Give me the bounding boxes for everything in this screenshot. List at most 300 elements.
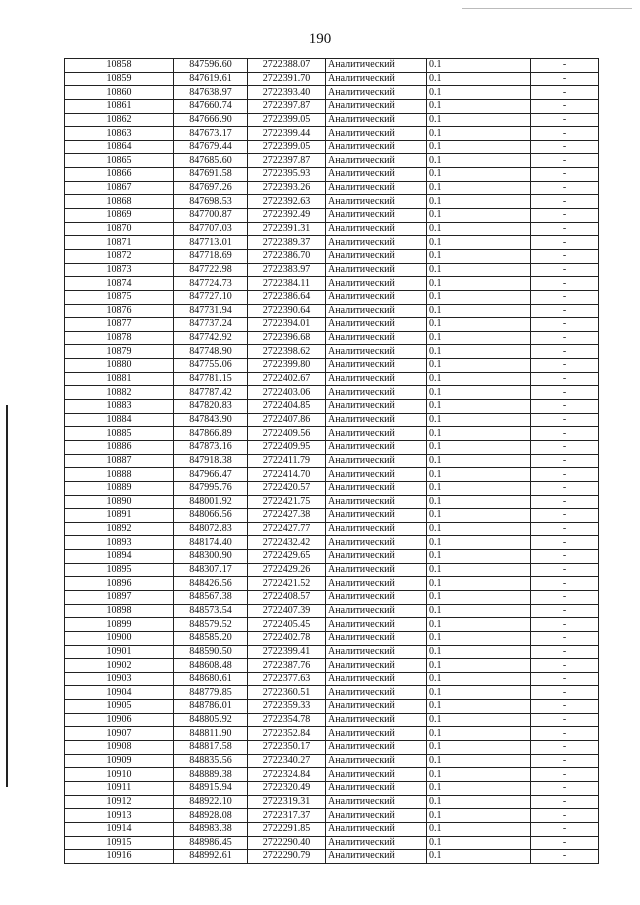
point-number-cell: 10904 <box>65 686 174 700</box>
note-cell: - <box>531 795 599 809</box>
method-cell: Аналитический <box>326 741 427 755</box>
note-cell: - <box>531 768 599 782</box>
y-coordinate-cell: 2722427.77 <box>248 522 326 536</box>
table-row <box>65 249 599 263</box>
note-cell: - <box>531 318 599 332</box>
table-row <box>65 713 599 727</box>
method-cell: Аналитический <box>326 386 427 400</box>
point-number-cell: 10886 <box>65 440 174 454</box>
note-cell: - <box>531 413 599 427</box>
x-coordinate-cell: 848608.48 <box>174 659 248 673</box>
table-row <box>65 113 599 127</box>
point-number-cell: 10877 <box>65 318 174 332</box>
accuracy-cell: 0.1 <box>427 727 531 741</box>
y-coordinate-cell: 2722429.26 <box>248 563 326 577</box>
x-coordinate-cell: 847722.98 <box>174 263 248 277</box>
table-row <box>65 263 599 277</box>
y-coordinate-cell: 2722383.97 <box>248 263 326 277</box>
table-row <box>65 645 599 659</box>
point-number-cell: 10884 <box>65 413 174 427</box>
table-row <box>65 700 599 714</box>
method-cell: Аналитический <box>326 181 427 195</box>
note-cell: - <box>531 563 599 577</box>
table-row <box>65 822 599 836</box>
table-row <box>65 359 599 373</box>
y-coordinate-cell: 2722409.56 <box>248 427 326 441</box>
y-coordinate-cell: 2722399.41 <box>248 645 326 659</box>
note-cell: - <box>531 249 599 263</box>
y-coordinate-cell: 2722291.85 <box>248 822 326 836</box>
y-coordinate-cell: 2722386.64 <box>248 290 326 304</box>
accuracy-cell: 0.1 <box>427 345 531 359</box>
point-number-cell: 10909 <box>65 754 174 768</box>
y-coordinate-cell: 2722290.40 <box>248 836 326 850</box>
table-row <box>65 563 599 577</box>
x-coordinate-cell: 847707.03 <box>174 222 248 236</box>
x-coordinate-cell: 848986.45 <box>174 836 248 850</box>
table-row <box>65 372 599 386</box>
method-cell: Аналитический <box>326 836 427 850</box>
accuracy-cell: 0.1 <box>427 59 531 73</box>
table-row <box>65 836 599 850</box>
point-number-cell: 10896 <box>65 577 174 591</box>
method-cell: Аналитический <box>326 781 427 795</box>
method-cell: Аналитический <box>326 304 427 318</box>
note-cell: - <box>531 781 599 795</box>
accuracy-cell: 0.1 <box>427 413 531 427</box>
accuracy-cell: 0.1 <box>427 809 531 823</box>
method-cell: Аналитический <box>326 754 427 768</box>
accuracy-cell: 0.1 <box>427 359 531 373</box>
x-coordinate-cell: 847724.73 <box>174 277 248 291</box>
note-cell: - <box>531 741 599 755</box>
point-number-cell: 10914 <box>65 822 174 836</box>
y-coordinate-cell: 2722429.65 <box>248 550 326 564</box>
point-number-cell: 10870 <box>65 222 174 236</box>
y-coordinate-cell: 2722388.07 <box>248 59 326 73</box>
note-cell: - <box>531 277 599 291</box>
x-coordinate-cell: 848805.92 <box>174 713 248 727</box>
note-cell: - <box>531 440 599 454</box>
y-coordinate-cell: 2722359.33 <box>248 700 326 714</box>
x-coordinate-cell: 848983.38 <box>174 822 248 836</box>
x-coordinate-cell: 847781.15 <box>174 372 248 386</box>
note-cell: - <box>531 222 599 236</box>
point-number-cell: 10885 <box>65 427 174 441</box>
method-cell: Аналитический <box>326 427 427 441</box>
y-coordinate-cell: 2722397.87 <box>248 154 326 168</box>
table-row <box>65 468 599 482</box>
table-row <box>65 86 599 100</box>
point-number-cell: 10899 <box>65 618 174 632</box>
accuracy-cell: 0.1 <box>427 713 531 727</box>
method-cell: Аналитический <box>326 700 427 714</box>
point-number-cell: 10882 <box>65 386 174 400</box>
point-number-cell: 10878 <box>65 331 174 345</box>
table-row <box>65 195 599 209</box>
table-row <box>65 154 599 168</box>
method-cell: Аналитический <box>326 822 427 836</box>
note-cell: - <box>531 836 599 850</box>
method-cell: Аналитический <box>326 604 427 618</box>
note-cell: - <box>531 400 599 414</box>
point-number-cell: 10889 <box>65 481 174 495</box>
point-number-cell: 10883 <box>65 400 174 414</box>
accuracy-cell: 0.1 <box>427 304 531 318</box>
y-coordinate-cell: 2722399.80 <box>248 359 326 373</box>
y-coordinate-cell: 2722427.38 <box>248 509 326 523</box>
point-number-cell: 10900 <box>65 631 174 645</box>
accuracy-cell: 0.1 <box>427 550 531 564</box>
note-cell: - <box>531 604 599 618</box>
point-number-cell: 10892 <box>65 522 174 536</box>
x-coordinate-cell: 848300.90 <box>174 550 248 564</box>
method-cell: Аналитический <box>326 550 427 564</box>
accuracy-cell: 0.1 <box>427 154 531 168</box>
accuracy-cell: 0.1 <box>427 236 531 250</box>
method-cell: Аналитический <box>326 72 427 86</box>
y-coordinate-cell: 2722399.44 <box>248 127 326 141</box>
table-row <box>65 768 599 782</box>
accuracy-cell: 0.1 <box>427 440 531 454</box>
method-cell: Аналитический <box>326 345 427 359</box>
table-row <box>65 427 599 441</box>
table-row <box>65 345 599 359</box>
accuracy-cell: 0.1 <box>427 99 531 113</box>
method-cell: Аналитический <box>326 563 427 577</box>
x-coordinate-cell: 847737.24 <box>174 318 248 332</box>
note-cell: - <box>531 359 599 373</box>
x-coordinate-cell: 848066.56 <box>174 509 248 523</box>
point-number-cell: 10874 <box>65 277 174 291</box>
point-number-cell: 10864 <box>65 140 174 154</box>
x-coordinate-cell: 847748.90 <box>174 345 248 359</box>
method-cell: Аналитический <box>326 318 427 332</box>
accuracy-cell: 0.1 <box>427 86 531 100</box>
method-cell: Аналитический <box>326 686 427 700</box>
y-coordinate-cell: 2722360.51 <box>248 686 326 700</box>
y-coordinate-cell: 2722411.79 <box>248 454 326 468</box>
y-coordinate-cell: 2722407.86 <box>248 413 326 427</box>
table-row <box>65 386 599 400</box>
x-coordinate-cell: 847596.60 <box>174 59 248 73</box>
coordinates-table <box>64 58 599 864</box>
y-coordinate-cell: 2722354.78 <box>248 713 326 727</box>
y-coordinate-cell: 2722389.37 <box>248 236 326 250</box>
x-coordinate-cell: 847700.87 <box>174 209 248 223</box>
table-row <box>65 222 599 236</box>
table-row <box>65 631 599 645</box>
y-coordinate-cell: 2722402.67 <box>248 372 326 386</box>
method-cell: Аналитический <box>326 127 427 141</box>
y-coordinate-cell: 2722407.39 <box>248 604 326 618</box>
point-number-cell: 10868 <box>65 195 174 209</box>
point-number-cell: 10915 <box>65 836 174 850</box>
accuracy-cell: 0.1 <box>427 741 531 755</box>
note-cell: - <box>531 509 599 523</box>
accuracy-cell: 0.1 <box>427 795 531 809</box>
x-coordinate-cell: 847713.01 <box>174 236 248 250</box>
x-coordinate-cell: 847918.38 <box>174 454 248 468</box>
method-cell: Аналитический <box>326 495 427 509</box>
y-coordinate-cell: 2722395.93 <box>248 168 326 182</box>
y-coordinate-cell: 2722414.70 <box>248 468 326 482</box>
x-coordinate-cell: 847691.58 <box>174 168 248 182</box>
accuracy-cell: 0.1 <box>427 631 531 645</box>
point-number-cell: 10873 <box>65 263 174 277</box>
table-row <box>65 659 599 673</box>
x-coordinate-cell: 847698.53 <box>174 195 248 209</box>
y-coordinate-cell: 2722421.52 <box>248 577 326 591</box>
y-coordinate-cell: 2722324.84 <box>248 768 326 782</box>
x-coordinate-cell: 848573.54 <box>174 604 248 618</box>
method-cell: Аналитический <box>326 331 427 345</box>
note-cell: - <box>531 427 599 441</box>
x-coordinate-cell: 848590.50 <box>174 645 248 659</box>
note-cell: - <box>531 672 599 686</box>
point-number-cell: 10862 <box>65 113 174 127</box>
note-cell: - <box>531 99 599 113</box>
accuracy-cell: 0.1 <box>427 604 531 618</box>
table-row <box>65 290 599 304</box>
point-number-cell: 10860 <box>65 86 174 100</box>
point-number-cell: 10880 <box>65 359 174 373</box>
note-cell: - <box>531 700 599 714</box>
table-row <box>65 550 599 564</box>
point-number-cell: 10869 <box>65 209 174 223</box>
point-number-cell: 10887 <box>65 454 174 468</box>
accuracy-cell: 0.1 <box>427 850 531 864</box>
method-cell: Аналитический <box>326 713 427 727</box>
accuracy-cell: 0.1 <box>427 590 531 604</box>
y-coordinate-cell: 2722386.70 <box>248 249 326 263</box>
point-number-cell: 10888 <box>65 468 174 482</box>
note-cell: - <box>531 86 599 100</box>
y-coordinate-cell: 2722377.63 <box>248 672 326 686</box>
method-cell: Аналитический <box>326 236 427 250</box>
accuracy-cell: 0.1 <box>427 481 531 495</box>
y-coordinate-cell: 2722340.27 <box>248 754 326 768</box>
y-coordinate-cell: 2722399.05 <box>248 140 326 154</box>
page-number: 190 <box>308 31 332 47</box>
point-number-cell: 10875 <box>65 290 174 304</box>
note-cell: - <box>531 127 599 141</box>
method-cell: Аналитический <box>326 113 427 127</box>
note-cell: - <box>531 686 599 700</box>
note-cell: - <box>531 72 599 86</box>
method-cell: Аналитический <box>326 727 427 741</box>
x-coordinate-cell: 848915.94 <box>174 781 248 795</box>
accuracy-cell: 0.1 <box>427 754 531 768</box>
x-coordinate-cell: 848307.17 <box>174 563 248 577</box>
note-cell: - <box>531 290 599 304</box>
point-number-cell: 10913 <box>65 809 174 823</box>
y-coordinate-cell: 2722394.01 <box>248 318 326 332</box>
method-cell: Аналитический <box>326 154 427 168</box>
x-coordinate-cell: 847966.47 <box>174 468 248 482</box>
x-coordinate-cell: 847742.92 <box>174 331 248 345</box>
method-cell: Аналитический <box>326 249 427 263</box>
point-number-cell: 10859 <box>65 72 174 86</box>
method-cell: Аналитический <box>326 359 427 373</box>
accuracy-cell: 0.1 <box>427 331 531 345</box>
y-coordinate-cell: 2722317.37 <box>248 809 326 823</box>
point-number-cell: 10908 <box>65 741 174 755</box>
note-cell: - <box>531 645 599 659</box>
method-cell: Аналитический <box>326 454 427 468</box>
point-number-cell: 10916 <box>65 850 174 864</box>
method-cell: Аналитический <box>326 618 427 632</box>
accuracy-cell: 0.1 <box>427 468 531 482</box>
accuracy-cell: 0.1 <box>427 672 531 686</box>
accuracy-cell: 0.1 <box>427 318 531 332</box>
table-row <box>65 481 599 495</box>
accuracy-cell: 0.1 <box>427 209 531 223</box>
note-cell: - <box>531 331 599 345</box>
table-row <box>65 209 599 223</box>
accuracy-cell: 0.1 <box>427 700 531 714</box>
point-number-cell: 10894 <box>65 550 174 564</box>
y-coordinate-cell: 2722393.40 <box>248 86 326 100</box>
note-cell: - <box>531 713 599 727</box>
table-row <box>65 413 599 427</box>
note-cell: - <box>531 522 599 536</box>
accuracy-cell: 0.1 <box>427 495 531 509</box>
x-coordinate-cell: 847619.61 <box>174 72 248 86</box>
table-row <box>65 59 599 73</box>
note-cell: - <box>531 536 599 550</box>
point-number-cell: 10867 <box>65 181 174 195</box>
point-number-cell: 10903 <box>65 672 174 686</box>
note-cell: - <box>531 468 599 482</box>
y-coordinate-cell: 2722350.17 <box>248 741 326 755</box>
x-coordinate-cell: 847660.74 <box>174 99 248 113</box>
method-cell: Аналитический <box>326 277 427 291</box>
table-row <box>65 522 599 536</box>
note-cell: - <box>531 577 599 591</box>
point-number-cell: 10902 <box>65 659 174 673</box>
y-coordinate-cell: 2722391.70 <box>248 72 326 86</box>
x-coordinate-cell: 847787.42 <box>174 386 248 400</box>
y-coordinate-cell: 2722392.63 <box>248 195 326 209</box>
x-coordinate-cell: 848001.92 <box>174 495 248 509</box>
top-edge-rule <box>462 8 632 9</box>
table-row <box>65 140 599 154</box>
y-coordinate-cell: 2722421.75 <box>248 495 326 509</box>
method-cell: Аналитический <box>326 645 427 659</box>
method-cell: Аналитический <box>326 59 427 73</box>
point-number-cell: 10890 <box>65 495 174 509</box>
accuracy-cell: 0.1 <box>427 290 531 304</box>
table-row <box>65 754 599 768</box>
y-coordinate-cell: 2722392.49 <box>248 209 326 223</box>
method-cell: Аналитический <box>326 481 427 495</box>
method-cell: Аналитический <box>326 222 427 236</box>
accuracy-cell: 0.1 <box>427 113 531 127</box>
x-coordinate-cell: 847866.89 <box>174 427 248 441</box>
method-cell: Аналитический <box>326 659 427 673</box>
table-row <box>65 672 599 686</box>
table-row <box>65 850 599 864</box>
y-coordinate-cell: 2722391.31 <box>248 222 326 236</box>
y-coordinate-cell: 2722403.06 <box>248 386 326 400</box>
method-cell: Аналитический <box>326 99 427 113</box>
accuracy-cell: 0.1 <box>427 277 531 291</box>
x-coordinate-cell: 848922.10 <box>174 795 248 809</box>
method-cell: Аналитический <box>326 140 427 154</box>
note-cell: - <box>531 113 599 127</box>
table-row <box>65 590 599 604</box>
method-cell: Аналитический <box>326 440 427 454</box>
table-row <box>65 536 599 550</box>
accuracy-cell: 0.1 <box>427 195 531 209</box>
y-coordinate-cell: 2722408.57 <box>248 590 326 604</box>
y-coordinate-cell: 2722387.76 <box>248 659 326 673</box>
y-coordinate-cell: 2722352.84 <box>248 727 326 741</box>
note-cell: - <box>531 495 599 509</box>
x-coordinate-cell: 847727.10 <box>174 290 248 304</box>
note-cell: - <box>531 590 599 604</box>
accuracy-cell: 0.1 <box>427 686 531 700</box>
accuracy-cell: 0.1 <box>427 645 531 659</box>
x-coordinate-cell: 847673.17 <box>174 127 248 141</box>
table-row <box>65 727 599 741</box>
point-number-cell: 10863 <box>65 127 174 141</box>
point-number-cell: 10905 <box>65 700 174 714</box>
accuracy-cell: 0.1 <box>427 822 531 836</box>
note-cell: - <box>531 195 599 209</box>
table-row <box>65 127 599 141</box>
method-cell: Аналитический <box>326 631 427 645</box>
x-coordinate-cell: 847843.90 <box>174 413 248 427</box>
method-cell: Аналитический <box>326 400 427 414</box>
note-cell: - <box>531 618 599 632</box>
note-cell: - <box>531 659 599 673</box>
note-cell: - <box>531 822 599 836</box>
note-cell: - <box>531 631 599 645</box>
accuracy-cell: 0.1 <box>427 618 531 632</box>
table-body <box>65 59 599 864</box>
method-cell: Аналитический <box>326 372 427 386</box>
y-coordinate-cell: 2722319.31 <box>248 795 326 809</box>
note-cell: - <box>531 345 599 359</box>
point-number-cell: 10858 <box>65 59 174 73</box>
note-cell: - <box>531 454 599 468</box>
accuracy-cell: 0.1 <box>427 181 531 195</box>
point-number-cell: 10872 <box>65 249 174 263</box>
accuracy-cell: 0.1 <box>427 427 531 441</box>
point-number-cell: 10879 <box>65 345 174 359</box>
x-coordinate-cell: 848992.61 <box>174 850 248 864</box>
x-coordinate-cell: 848579.52 <box>174 618 248 632</box>
table-row <box>65 509 599 523</box>
note-cell: - <box>531 304 599 318</box>
x-coordinate-cell: 848817.58 <box>174 741 248 755</box>
method-cell: Аналитический <box>326 290 427 304</box>
accuracy-cell: 0.1 <box>427 454 531 468</box>
method-cell: Аналитический <box>326 577 427 591</box>
accuracy-cell: 0.1 <box>427 127 531 141</box>
table-row <box>65 577 599 591</box>
table-row <box>65 781 599 795</box>
table-row <box>65 318 599 332</box>
point-number-cell: 10910 <box>65 768 174 782</box>
y-coordinate-cell: 2722393.26 <box>248 181 326 195</box>
method-cell: Аналитический <box>326 509 427 523</box>
x-coordinate-cell: 848680.61 <box>174 672 248 686</box>
point-number-cell: 10876 <box>65 304 174 318</box>
y-coordinate-cell: 2722398.62 <box>248 345 326 359</box>
